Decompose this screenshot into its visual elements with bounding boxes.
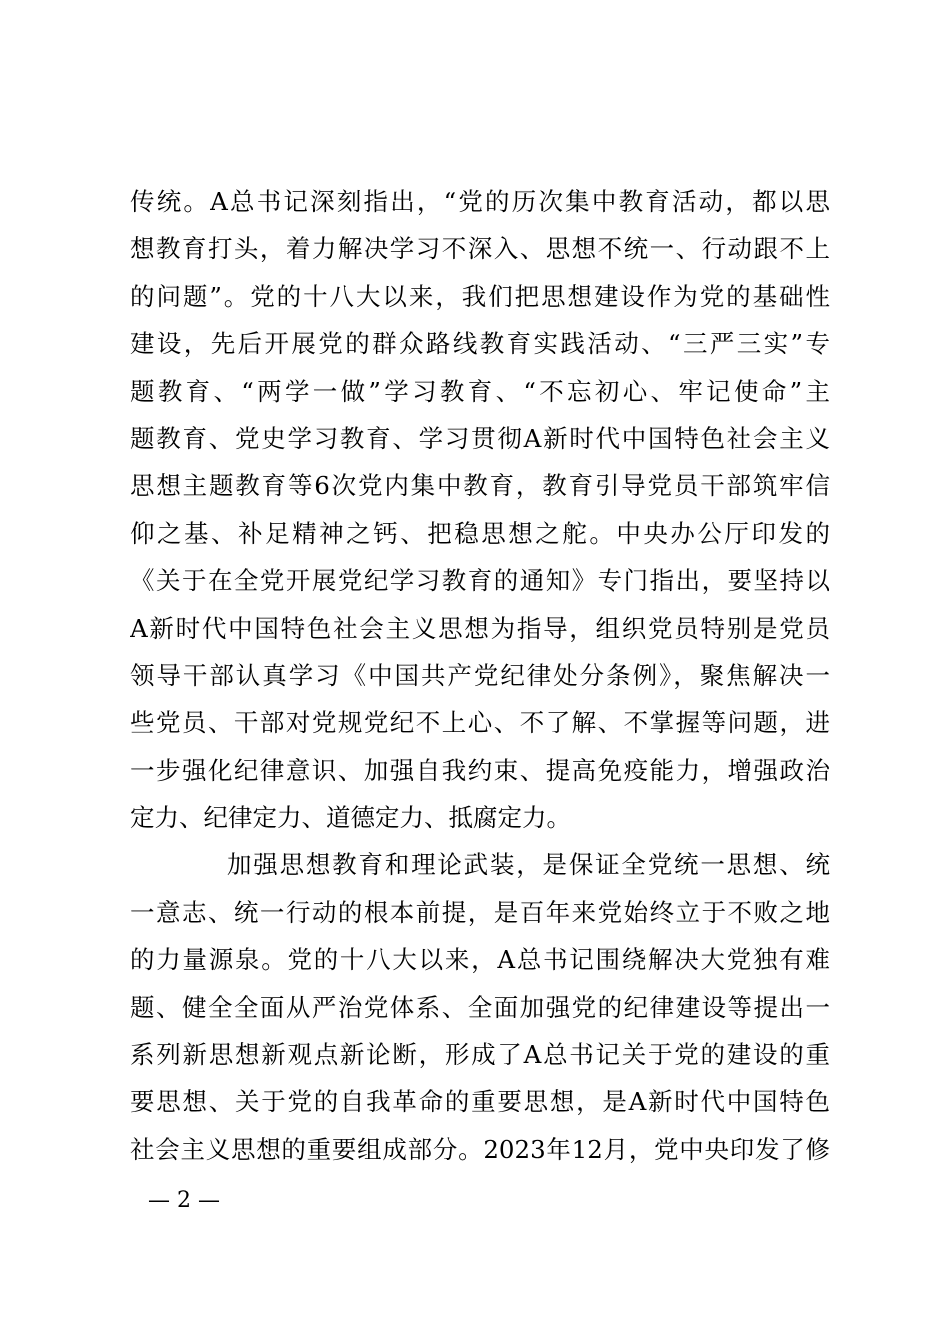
text-line: A新时代中国特色社会主义思想为指导，组织党员特别是党员 [130, 613, 830, 643]
page-number: — 2 — [148, 1188, 220, 1213]
text-line: 题教育、“两学一做”学习教育、“不忘初心、牢记使命”主 [130, 376, 830, 406]
paragraph-first-line: 加强思想教育和理论武装，是保证全党统一思想、统 [227, 850, 830, 880]
text-line: 仰之基、补足精神之钙、把稳思想之舵。中央办公厅印发的 [130, 518, 830, 548]
text-line: 思想主题教育等6次党内集中教育，教育引导党员干部筑牢信 [130, 471, 830, 501]
text-line: 传统。A总书记深刻指出，“党的历次集中教育活动，都以思 [130, 187, 830, 216]
text-line: 一步强化纪律意识、加强自我约束、提高免疫能力，增强政治 [130, 755, 830, 785]
text-line: 一意志、统一行动的根本前提，是百年来党始终立于不败之地 [130, 897, 830, 927]
text-line: 领导干部认真学习《中国共产党纪律处分条例》，聚焦解决一 [130, 660, 830, 690]
paragraph-end-line: 定力、纪律定力、道德定力、抵腐定力。 [130, 803, 571, 833]
text-line: 《关于在全党开展党纪学习教育的通知》专门指出，要坚持以 [130, 566, 830, 596]
text-line: 建设，先后开展党的群众路线教育实践活动、“三严三实”专 [130, 329, 830, 359]
text-line: 系列新思想新观点新论断，形成了A总书记关于党的建设的重 [130, 1040, 830, 1070]
text-line: 的力量源泉。党的十八大以来，A总书记围绕解决大党独有难 [130, 945, 830, 975]
text-line: 想教育打头，着力解决学习不深入、思想不统一、行动跟不上 [130, 234, 830, 264]
text-line: 题教育、党史学习教育、学习贯彻A新时代中国特色社会主义 [130, 423, 830, 453]
text-line: 社会主义思想的重要组成部分。2023年12月，党中央印发了修 [130, 1134, 830, 1164]
text-line: 些党员、干部对党规党纪不上心、不了解、不掌握等问题，进 [130, 708, 830, 738]
text-line: 的问题”。党的十八大以来，我们把思想建设作为党的基础性 [130, 281, 830, 311]
body-text [130, 178, 830, 1173]
text-line: 要思想、关于党的自我革命的重要思想，是A新时代中国特色 [130, 1087, 830, 1117]
text-line: 题、健全全面从严治党体系、全面加强党的纪律建设等提出一 [130, 992, 830, 1022]
